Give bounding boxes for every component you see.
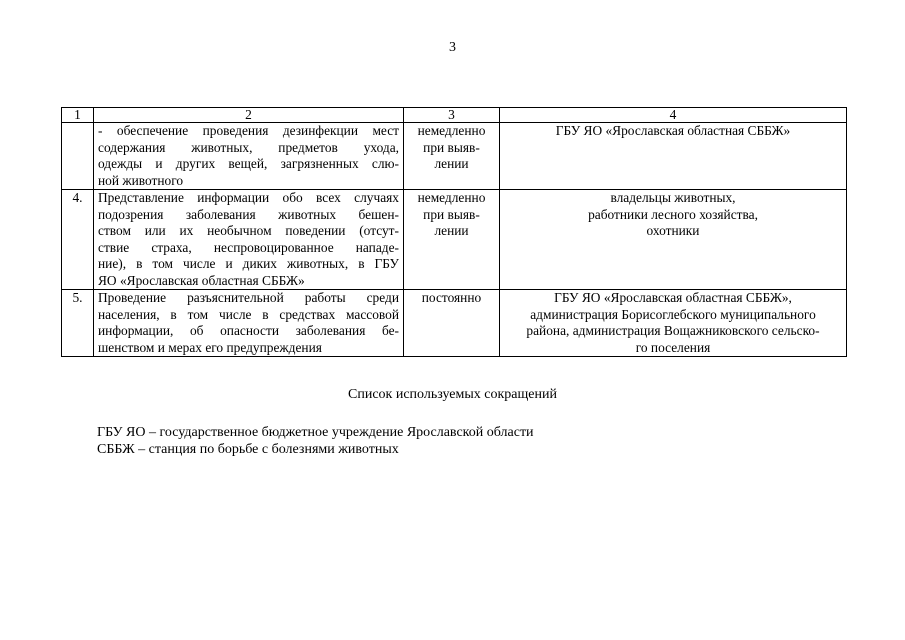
action-line: одежды и других вещей, загрязненных слю- <box>98 156 399 171</box>
row-number: 4. <box>62 190 94 290</box>
term-cell <box>404 190 500 290</box>
abbreviations-list <box>97 424 534 458</box>
responsible-cell <box>500 123 847 190</box>
action-cell <box>94 123 404 190</box>
action-line: ствие страха, неспровоцированное нападе- <box>98 239 399 255</box>
action-line: шенством и мерах его предупреждения <box>98 339 322 355</box>
responsible-line: го поселения <box>635 339 711 355</box>
term-line: немедленно <box>417 123 486 138</box>
page-number: 3 <box>449 40 456 55</box>
responsible-line: владельцы животных, <box>610 190 736 205</box>
measures-table <box>61 107 847 357</box>
responsible-line: охотники <box>646 223 700 238</box>
action-cell <box>94 190 404 290</box>
term-cell <box>404 290 500 357</box>
abbreviations-title: Список используемых сокращений <box>348 387 557 402</box>
table-header-row <box>62 108 847 123</box>
term-line: лении <box>434 223 469 238</box>
action-line: Проведение разъяснительной работы среди <box>98 290 399 305</box>
responsible-cell <box>500 290 847 357</box>
abbreviation-item: СББЖ – станция по борьбе с болезнями животных <box>97 442 399 457</box>
action-cell <box>94 290 404 357</box>
table-row <box>62 123 847 190</box>
action-line: информации, об опасности заболевания бе- <box>98 323 399 338</box>
responsible-cell <box>500 190 847 290</box>
responsible-line: администрация Борисоглебского муниципального <box>530 306 816 322</box>
term-line: лении <box>434 156 469 171</box>
header-col-3: 3 <box>404 108 500 123</box>
action-line: ЯО «Ярославская областная СББЖ» <box>98 272 305 288</box>
action-line: населения, в том числе в средствах массовой <box>98 306 399 322</box>
action-line: ством или их необычном поведении (отсут- <box>98 223 399 238</box>
action-line: подозрения заболевания животных бешен- <box>98 206 399 222</box>
responsible-line: ГБУ ЯО «Ярославская областная СББЖ», <box>554 290 792 305</box>
term-line: при выяв- <box>423 139 480 155</box>
row-number: 5. <box>62 290 94 357</box>
action-line: - обеспечение проведения дезинфекции мест <box>98 123 399 138</box>
row-number <box>62 123 94 190</box>
action-line: Представление информации обо всех случаях <box>98 190 399 205</box>
header-col-4: 4 <box>500 108 847 123</box>
action-line: содержания животных, предметов ухода, <box>98 139 399 155</box>
responsible-line: работники лесного хозяйства, <box>588 206 758 222</box>
action-line: ной животного <box>98 172 184 188</box>
term-line: постоянно <box>421 290 482 305</box>
table-row <box>62 290 847 357</box>
responsible-line: ГБУ ЯО «Ярославская областная СББЖ» <box>555 123 791 138</box>
abbreviation-item: ГБУ ЯО – государственное бюджетное учреждение Ярославской области <box>97 425 534 440</box>
responsible-line: района, администрация Вощажниковского сельско- <box>526 323 820 338</box>
header-col-2: 2 <box>94 108 404 123</box>
term-line: при выяв- <box>423 206 480 222</box>
action-line: ние), в том числе и диких животных, в ГБУ <box>98 256 399 271</box>
term-line: немедленно <box>417 190 486 205</box>
term-cell <box>404 123 500 190</box>
header-col-1: 1 <box>62 108 94 123</box>
table-row <box>62 190 847 290</box>
